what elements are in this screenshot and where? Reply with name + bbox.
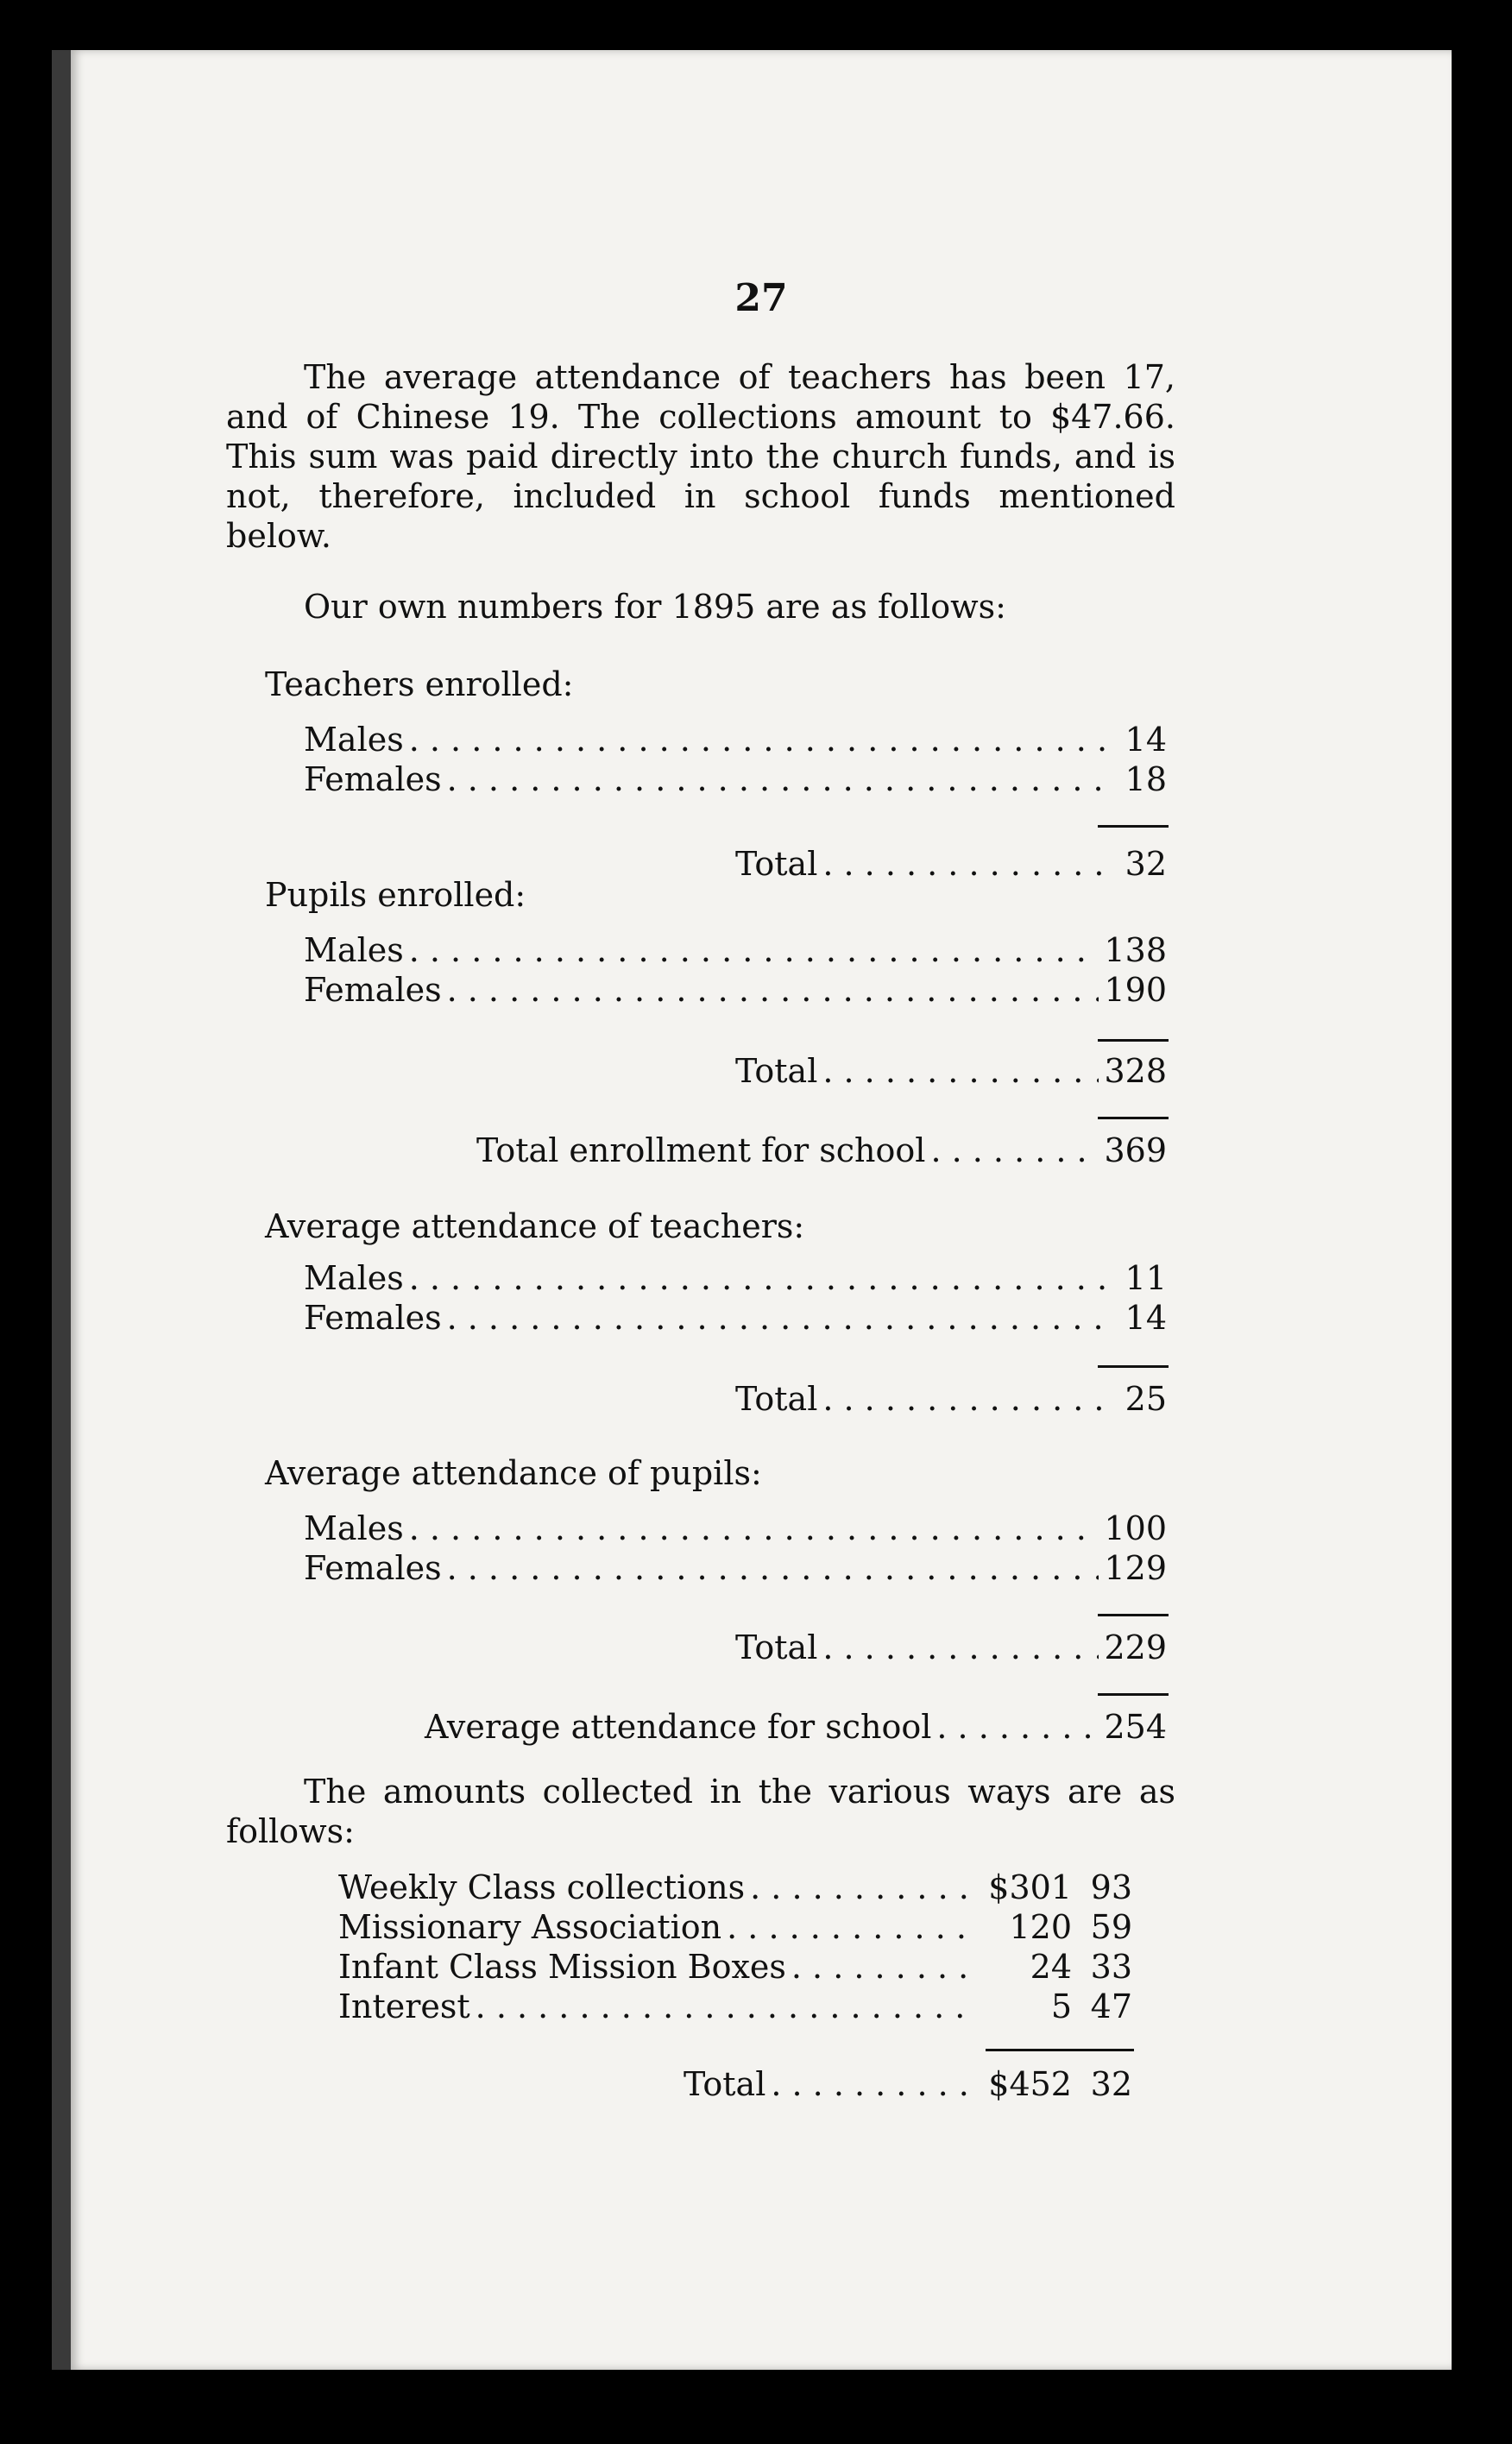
sum-rule: [1098, 1693, 1169, 1696]
row-value: 32: [1125, 845, 1167, 883]
row-label: Females: [304, 760, 442, 798]
amount-dollars: 5: [1050, 1987, 1072, 2025]
leader-dots: [409, 1509, 1099, 1548]
pupils-total-row: [735, 1051, 1167, 1091]
row-value: 229: [1104, 1628, 1167, 1666]
row-value: 369: [1104, 1131, 1167, 1169]
intro-paragraph: The average attendance of teachers has been 17, and of Chinese 19. The collections amount to $47.66. This sum was paid directly into the church funds, and is not, therefore, included in school funds mentioned below.: [226, 358, 1175, 555]
row-value: 138: [1104, 931, 1167, 969]
leader-dots: [822, 1379, 1110, 1419]
row-label: Total: [735, 1628, 818, 1666]
row-label: Total enrollment for school: [476, 1131, 926, 1169]
teachers-enrolled-heading: Teachers enrolled:: [265, 665, 574, 703]
row-label: Males: [304, 721, 404, 759]
leader-dots: [930, 1131, 1099, 1170]
sum-rule: [1098, 1117, 1169, 1119]
row-label: Total: [735, 1052, 818, 1090]
leader-dots: [447, 759, 1110, 799]
row-value: 25: [1125, 1380, 1167, 1418]
avg-teachers-females-row: [304, 1298, 1167, 1338]
pupils-enrolled-heading: Pupils enrolled:: [265, 876, 526, 914]
row-amount: [977, 1947, 1132, 1987]
numbers-intro: Our own numbers for 1895 are as follows:: [304, 588, 1006, 626]
leader-dots: [822, 844, 1110, 884]
leader-dots: [447, 1548, 1099, 1588]
amount-dollars: $301: [988, 1868, 1072, 1906]
row-label: Females: [304, 971, 442, 1009]
teachers-total-row: [735, 844, 1167, 884]
row-label: Females: [304, 1549, 442, 1587]
page-number: 27: [734, 276, 788, 320]
pupils-females-row: [304, 970, 1167, 1010]
row-value: 14: [1125, 721, 1167, 759]
leader-dots: [409, 930, 1099, 970]
avg-teachers-males-row: [304, 1258, 1167, 1298]
row-amount: [977, 2064, 1132, 2104]
leader-dots: [750, 1868, 972, 1907]
row-value: 14: [1125, 1299, 1167, 1337]
row-label: Interest: [338, 1987, 470, 2025]
row-amount: [977, 1868, 1132, 1907]
avg-school-row: [425, 1707, 1167, 1747]
amount-cents: 93: [1090, 1868, 1132, 1906]
sum-rule: [1098, 1614, 1169, 1616]
leader-dots: [409, 720, 1110, 759]
leader-dots: [936, 1707, 1099, 1747]
amount-dollars: 24: [1030, 1948, 1072, 1986]
sum-rule: [1098, 1039, 1169, 1042]
amount-weekly-row: [338, 1868, 1132, 1907]
leader-dots: [476, 1987, 972, 2026]
sum-rule: [986, 2049, 1134, 2051]
row-label: Total: [684, 2065, 766, 2103]
row-label: Missionary Association: [338, 1908, 722, 1946]
leader-dots: [822, 1051, 1099, 1091]
amount-dollars: 120: [1009, 1908, 1072, 1946]
amount-infant-row: [338, 1947, 1132, 1987]
row-label: Males: [304, 1509, 404, 1547]
teachers-females-row: [304, 759, 1167, 799]
row-amount: [977, 1907, 1132, 1947]
avg-teachers-total-row: [735, 1379, 1167, 1419]
amounts-intro: The amounts collected in the various ways are as follows:: [226, 1773, 1175, 1850]
document-page: [52, 50, 1452, 2370]
leader-dots: [447, 1298, 1110, 1338]
leader-dots: [822, 1628, 1099, 1667]
row-value: 190: [1104, 971, 1167, 1009]
row-value: 254: [1104, 1708, 1167, 1746]
leader-dots: [771, 2064, 972, 2104]
amount-dollars: $452: [988, 2065, 1072, 2103]
total-enrollment-row: [476, 1131, 1167, 1170]
row-value: 11: [1125, 1259, 1167, 1297]
avg-teachers-heading: Average attendance of teachers:: [265, 1207, 805, 1245]
row-label: Average attendance for school: [425, 1708, 932, 1746]
amount-cents: 59: [1090, 1908, 1132, 1946]
pupils-males-row: [304, 930, 1167, 970]
amount-cents: 33: [1090, 1948, 1132, 1986]
sum-rule: [1098, 1365, 1169, 1368]
row-value: 129: [1104, 1549, 1167, 1587]
row-label: Weekly Class collections: [338, 1868, 746, 1906]
row-value: 328: [1104, 1052, 1167, 1090]
row-label: Total: [735, 845, 818, 883]
leader-dots: [791, 1947, 972, 1987]
teachers-males-row: [304, 720, 1167, 759]
row-label: Females: [304, 1299, 442, 1337]
amount-total-row: [684, 2064, 1132, 2104]
leader-dots: [447, 970, 1099, 1010]
row-label: Total: [735, 1380, 818, 1418]
avg-pupils-females-row: [304, 1548, 1167, 1588]
sum-rule: [1098, 825, 1169, 828]
avg-pupils-heading: Average attendance of pupils:: [265, 1454, 762, 1492]
row-label: Infant Class Mission Boxes: [338, 1948, 786, 1986]
amount-interest-row: [338, 1987, 1132, 2026]
row-value: 18: [1125, 760, 1167, 798]
row-amount: [977, 1987, 1132, 2026]
row-value: 100: [1104, 1509, 1167, 1547]
amount-cents: 32: [1090, 2065, 1132, 2103]
leader-dots: [727, 1907, 972, 1947]
row-label: Males: [304, 931, 404, 969]
amount-cents: 47: [1090, 1987, 1132, 2025]
avg-pupils-males-row: [304, 1509, 1167, 1548]
avg-pupils-total-row: [735, 1628, 1167, 1667]
row-label: Males: [304, 1259, 404, 1297]
amount-missionary-row: [338, 1907, 1132, 1947]
leader-dots: [409, 1258, 1110, 1298]
